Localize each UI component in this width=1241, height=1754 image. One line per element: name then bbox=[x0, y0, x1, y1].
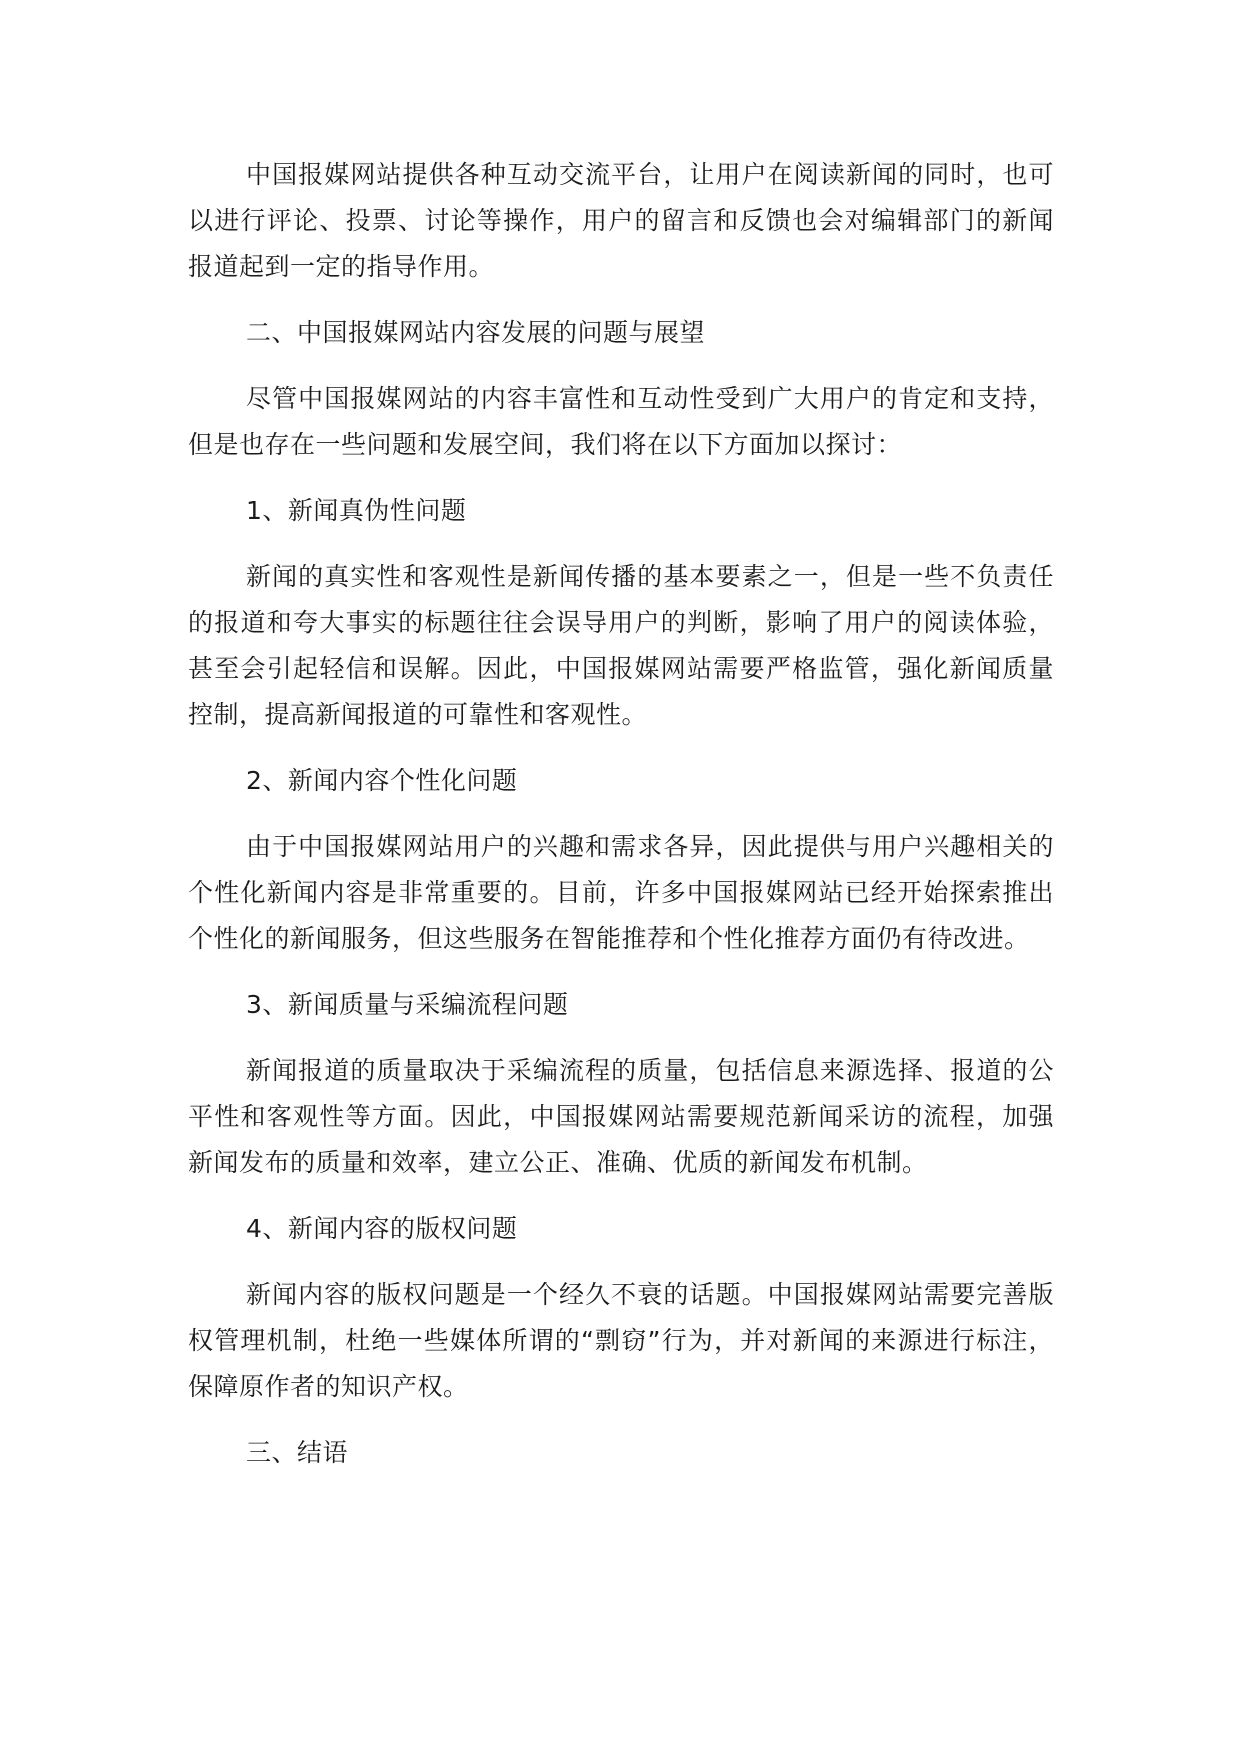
subheading-quality-process: 3、新闻质量与采编流程问题 bbox=[246, 990, 569, 1019]
paragraph-quality-process: 新闻报道的质量取决于采编流程的质量，包括信息来源选择、报道的公平性和客观性等方面。因此，中国报媒网站需要规范新闻采访的流程，加强新闻发布的质量和效率，建立公正、准确、优质的新闻发布机制。 bbox=[188, 1056, 1054, 1177]
paragraph-intro-problems: 尽管中国报媒网站的内容丰富性和互动性受到广大用户的肯定和支持，但是也存在一些问题和发展空间，我们将在以下方面加以探讨： bbox=[188, 384, 1054, 459]
subheading-copyright: 4、新闻内容的版权问题 bbox=[246, 1214, 518, 1243]
document-page bbox=[188, 152, 1054, 1476]
paragraph-personalization: 由于中国报媒网站用户的兴趣和需求各异，因此提供与用户兴趣相关的个性化新闻内容是非常重要的。目前，许多中国报媒网站已经开始探索推出个性化的新闻服务，但这些服务在智能推荐和个性化推荐方面仍有待改进。 bbox=[188, 832, 1054, 953]
paragraph-interaction-platform: 中国报媒网站提供各种互动交流平台，让用户在阅读新闻的同时，也可以进行评论、投票、讨论等操作，用户的留言和反馈也会对编辑部门的新闻报道起到一定的指导作用。 bbox=[188, 160, 1054, 281]
section-heading-problems-outlook: 二、中国报媒网站内容发展的问题与展望 bbox=[246, 318, 706, 347]
paragraph-authenticity: 新闻的真实性和客观性是新闻传播的基本要素之一，但是一些不负责任的报道和夸大事实的标题往往会误导用户的判断，影响了用户的阅读体验，甚至会引起轻信和误解。因此，中国报媒网站需要严格监管，强化新闻质量控制，提高新闻报道的可靠性和客观性。 bbox=[188, 562, 1054, 729]
subheading-authenticity: 1、新闻真伪性问题 bbox=[246, 496, 467, 525]
section-heading-conclusion: 三、结语 bbox=[246, 1438, 349, 1467]
paragraph-copyright: 新闻内容的版权问题是一个经久不衰的话题。中国报媒网站需要完善版权管理机制，杜绝一些媒体所谓的“剽窃”行为，并对新闻的来源进行标注，保障原作者的知识产权。 bbox=[188, 1280, 1054, 1401]
subheading-personalization: 2、新闻内容个性化问题 bbox=[246, 766, 518, 795]
